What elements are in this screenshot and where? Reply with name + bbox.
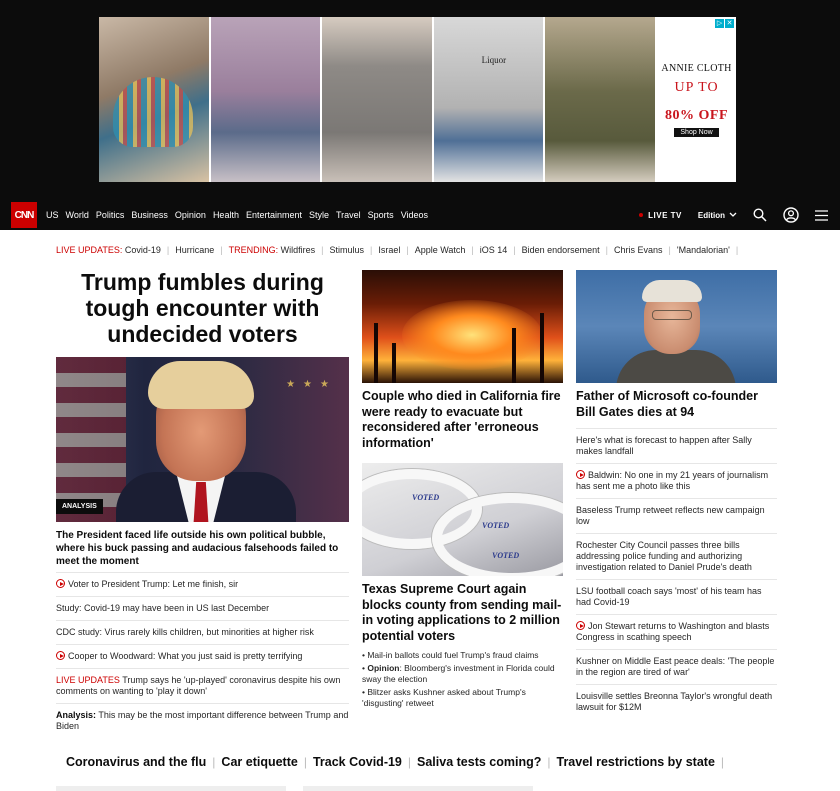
story-text: Kushner on Middle East peace deals: 'The people in the region are tired of war' [576, 656, 775, 677]
story-text: Rochester City Council passes three bills addressing police funding and authorizing investigation related to Daniel Prude's death [576, 540, 752, 572]
story-text: CDC study: Virus rarely kills children, but minorities at higher risk [56, 627, 314, 637]
list-item[interactable] [576, 498, 777, 533]
topic-saliva-tests[interactable]: Saliva tests coming? [417, 755, 542, 769]
ad-brand: ANNIE CLOTH [661, 62, 732, 74]
gates-headline[interactable]: Father of Microsoft co-founder Bill Gates dies at 94 [576, 389, 758, 419]
divider [303, 786, 533, 791]
middle-column [362, 270, 563, 710]
trend-apple-watch[interactable]: Apple Watch [414, 245, 466, 255]
ad-image-sweatshirt[interactable] [434, 17, 544, 182]
list-item[interactable] [576, 649, 777, 684]
ad-shop-button[interactable]: Shop Now [674, 128, 718, 137]
list-item[interactable] [56, 668, 349, 703]
story-text: Baldwin: No one in my 21 years of journalism has sent me a photo like this [576, 470, 769, 491]
list-item[interactable] [56, 596, 349, 620]
nav-link-business[interactable]: Business [131, 210, 168, 220]
nav-link-videos[interactable]: Videos [400, 210, 429, 220]
chevron-down-icon [729, 212, 737, 218]
trend-biden[interactable]: Biden endorsement [521, 245, 600, 255]
search-button[interactable] [753, 208, 767, 222]
nav-link-us[interactable]: US [46, 210, 59, 220]
live-tv-link[interactable] [639, 211, 682, 220]
edition-label: Edition [697, 210, 725, 220]
wildfire-photo[interactable] [362, 270, 563, 383]
right-story-list [576, 428, 777, 719]
right-column [576, 270, 777, 719]
texas-bullets [362, 649, 563, 710]
nav-link-entertainment[interactable]: Entertainment [245, 210, 302, 220]
list-item[interactable] [576, 428, 777, 463]
list-item[interactable] [576, 533, 777, 579]
hamburger-icon [815, 210, 828, 221]
ad-image-joggers[interactable] [545, 17, 655, 182]
story-text: Jon Stewart returns to Washington and blasts Congress in scathing speech [576, 621, 770, 642]
topic-coronavirus-flu[interactable]: Coronavirus and the flu [66, 755, 207, 769]
edition-menu[interactable] [698, 211, 737, 220]
story-text: Voter to President Trump: Let me finish, sir [68, 579, 239, 589]
voted-stickers-photo[interactable] [362, 463, 563, 576]
user-icon [783, 207, 799, 223]
analysis-tag: Analysis: [56, 710, 97, 720]
trend-israel[interactable]: Israel [378, 245, 401, 255]
topic-travel-restrictions[interactable]: Travel restrictions by state [556, 755, 715, 769]
nav-link-opinion[interactable]: Opinion [174, 210, 206, 220]
live-updates-tag: LIVE UPDATES [56, 675, 120, 685]
trending-label: TRENDING: [228, 245, 279, 255]
voted-sticker-label: VOTED [482, 521, 510, 530]
search-icon [753, 208, 767, 222]
gates-father-photo[interactable] [576, 270, 777, 383]
ad-up-to: UP TO [674, 79, 719, 95]
main-headline[interactable]: Trump fumbles during tough encounter with undecided voters [81, 269, 324, 347]
trump-photo[interactable] [56, 357, 349, 522]
nav-link-health[interactable]: Health [212, 210, 239, 220]
nav-link-world[interactable]: World [65, 210, 89, 220]
nav-link-style[interactable]: Style [308, 210, 329, 220]
live-updates-label: LIVE UPDATES: [56, 245, 123, 255]
ad-choices-icon[interactable]: ▷ ✕ [716, 19, 733, 27]
video-play-icon [56, 579, 65, 588]
list-item[interactable] [56, 572, 349, 596]
fire-headline[interactable]: Couple who died in California fire were ready to evacuate but reconsidered after 'erroneous information' [362, 389, 561, 450]
story-text: Louisville settles Breonna Taylor's wrongful death lawsuit for $12M [576, 691, 773, 712]
video-play-icon [56, 651, 65, 660]
story-text: This may be the most important difference between Trump and Biden [56, 710, 349, 731]
voted-sticker-label: VOTED [492, 551, 520, 560]
account-button[interactable] [783, 207, 799, 223]
list-item[interactable] [576, 463, 777, 498]
trending-bar: LIVE UPDATES: Covid-19 | Hurricane | TRENDING: Wildfires | Stimulus | Israel | Apple Watch | iOS 14 | Biden endorsement | Chris Evans | 'Mandalorian' | [56, 245, 739, 255]
nav-link-politics[interactable]: Politics [95, 210, 125, 220]
ad-shirt-text: Liquor [481, 55, 507, 65]
trend-hurricane[interactable]: Hurricane [175, 245, 215, 255]
lead-story-list [56, 572, 349, 738]
cnn-logo[interactable]: CNN [11, 202, 37, 228]
story-text: Here's what is forecast to happen after Sally makes landfall [576, 435, 752, 456]
list-item[interactable] [576, 614, 777, 649]
nav-link-sports[interactable]: Sports [367, 210, 394, 220]
live-tv-label: LIVE TV [648, 210, 682, 220]
trend-covid[interactable]: Covid-19 [124, 245, 161, 255]
trend-stimulus[interactable]: Stimulus [329, 245, 364, 255]
story-text: LSU football coach says 'most' of his team has had Covid-19 [576, 586, 762, 607]
texas-headline[interactable]: Texas Supreme Court again blocks county from sending mail-in voting applications to 2 million potential voters [362, 582, 562, 643]
ad-discount: 80% OFF [665, 107, 729, 123]
ad-image-sandals[interactable] [99, 17, 209, 182]
bullet-text: Mail-in ballots could fuel Trump's fraud claims [367, 650, 539, 660]
nav-links [46, 210, 435, 220]
opinion-tag: Opinion [367, 663, 400, 673]
lead-column [56, 265, 349, 738]
trend-mandalorian[interactable]: 'Mandalorian' [676, 245, 730, 255]
clothing-ad[interactable] [99, 17, 736, 182]
ad-image-pants[interactable] [322, 17, 432, 182]
ad-offer[interactable] [657, 17, 736, 182]
list-item[interactable] [56, 644, 349, 668]
list-item[interactable] [56, 620, 349, 644]
analysis-badge: ANALYSIS [56, 499, 103, 514]
story-text: Baseless Trump retweet reflects new campaign low [576, 505, 765, 526]
ad-image-sweater[interactable] [211, 17, 321, 182]
topics-bar: Coronavirus and the flu | Car etiquette | Track Covid-19 | Saliva tests coming? | Travel restrictions by state | [66, 755, 725, 769]
live-dot-icon [639, 213, 643, 217]
nav-right [639, 200, 828, 230]
list-item[interactable]: • Opinion: Bloomberg's investment in Florida could sway the election [362, 663, 555, 684]
list-item[interactable] [56, 703, 349, 738]
list-item[interactable] [576, 684, 777, 719]
bullet-text: Blitzer asks Kushner asked about Trump's 'disgusting' retweet [362, 687, 526, 708]
trend-ios[interactable]: iOS 14 [479, 245, 508, 255]
ad-banner-area [0, 0, 840, 200]
nav-link-travel[interactable]: Travel [336, 210, 361, 220]
lead-summary[interactable]: The President faced life outside his own political bubble, where his buck passing and audacious falsehoods failed to meet the moment [56, 530, 339, 567]
video-play-icon [576, 470, 585, 479]
story-text: Study: Covid-19 may have been in US last December [56, 603, 270, 613]
list-item[interactable]: • Mail-in ballots could fuel Trump's fraud claims [362, 650, 539, 660]
story-text: Trump says he 'up-played' coronavirus despite his own comments on wanting to 'play it down' [56, 675, 341, 696]
menu-button[interactable] [815, 210, 828, 221]
topic-track-covid[interactable]: Track Covid-19 [312, 755, 402, 769]
star-decoration: ★★★ [286, 379, 337, 390]
bullet-text: : Bloomberg's investment in Florida could sway the election [362, 663, 555, 684]
trend-chris-evans[interactable]: Chris Evans [614, 245, 663, 255]
list-item[interactable] [576, 579, 777, 614]
video-play-icon [576, 621, 585, 630]
divider [56, 786, 286, 791]
main-nav [0, 200, 840, 230]
story-text: Cooper to Woodward: What you just said is pretty terrifying [68, 651, 303, 661]
list-item[interactable]: • Blitzer asks Kushner asked about Trump's 'disgusting' retweet [362, 687, 526, 708]
voted-sticker-label: VOTED [412, 493, 440, 502]
trend-wildfires[interactable]: Wildfires [280, 245, 316, 255]
topic-car-etiquette[interactable]: Car etiquette [221, 755, 298, 769]
